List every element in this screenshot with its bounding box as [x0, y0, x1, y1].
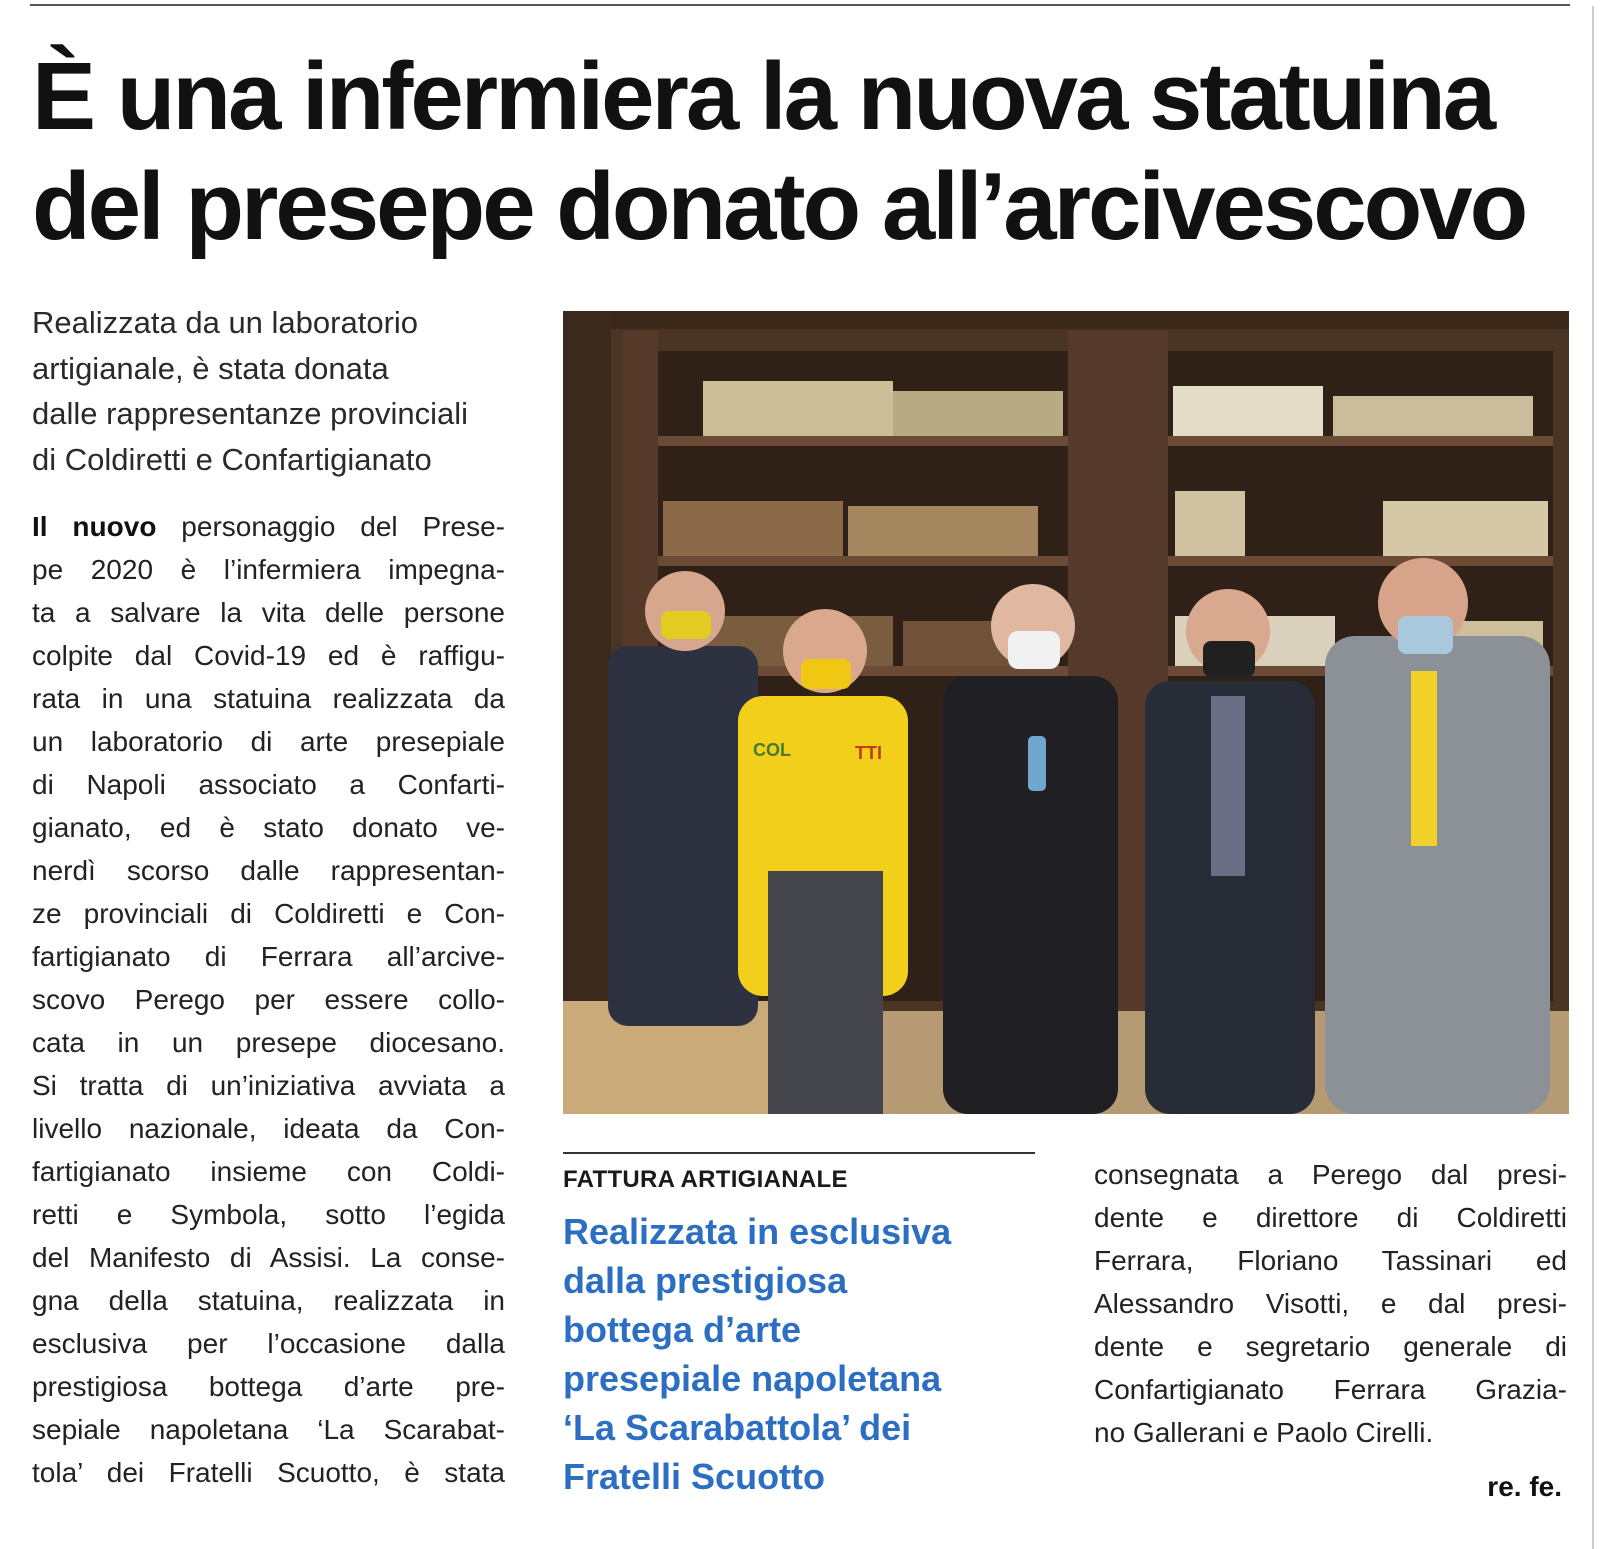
body-line: scovo Perego per essere collo- — [32, 984, 505, 1015]
body-line: Alessandro Visotti, e dal presi- — [1094, 1288, 1567, 1319]
body-line: dente e segretario generale di — [1094, 1331, 1567, 1362]
body-line: ta a salvare la vita delle persone — [32, 597, 505, 628]
body-line: Confartigianato Ferrara Grazia- — [1094, 1374, 1567, 1405]
standfirst — [32, 300, 512, 482]
body-line: fartigianato di Ferrara all’arcive- — [32, 941, 505, 972]
caption-line: ‘La Scarabattola’ dei — [563, 1407, 912, 1448]
caption-line: dalla prestigiosa — [563, 1260, 848, 1301]
body-line: prestigiosa bottega d’arte pre- — [32, 1371, 505, 1402]
body-line: fartigianato insieme con Coldi- — [32, 1156, 505, 1187]
jacket-lettering-left: COL — [753, 740, 791, 760]
body-line: Si tratta di un’iniziativa avviata a — [32, 1070, 505, 1101]
body-line: ze provinciali di Coldiretti e Con- — [32, 898, 505, 929]
standfirst-line: artigianale, è stata donata — [32, 350, 389, 386]
kicker: FATTURA ARTIGIANALE — [563, 1166, 848, 1193]
page-edge — [1592, 6, 1594, 1549]
caption-line: Fratelli Scuotto — [563, 1456, 826, 1497]
caption-line: bottega d’arte — [563, 1309, 802, 1350]
headline — [32, 42, 1577, 262]
caption-rule — [563, 1152, 1035, 1154]
body-line: gianato, ed è stato donato ve- — [32, 812, 505, 843]
body-line: dente e direttore di Coldiretti — [1094, 1202, 1567, 1233]
body-line: un laboratorio di arte presepiale — [32, 726, 505, 757]
article-body — [32, 505, 505, 1494]
body-line — [32, 505, 505, 548]
body-line: rata in una statuina realizzata da — [32, 683, 505, 714]
body-line: colpite dal Covid-19 ed è raffigu- — [32, 640, 505, 671]
body-line: no Gallerani e Paolo Cirelli. — [1094, 1417, 1434, 1448]
headline-line: del presepe donato all’arcivescovo — [32, 153, 1526, 260]
body-line: tola’ dei Fratelli Scuotto, è stata — [32, 1457, 505, 1488]
jacket-lettering-right: TTI — [855, 743, 882, 763]
headline-line: È una infermiera la nuova statuina — [32, 43, 1494, 150]
body-line: di Napoli associato a Confarti- — [32, 769, 505, 800]
body-line: cata in un presepe diocesano. — [32, 1027, 505, 1058]
standfirst-line: dalle rappresentanze provinciali — [32, 396, 468, 431]
author-signature: re. fe. — [1487, 1471, 1562, 1502]
body-line: consegnata a Perego dal presi- — [1094, 1159, 1567, 1190]
body-line: pe 2020 è l’infermiera impegna- — [32, 554, 505, 585]
body-line: livello nazionale, ideata da Con- — [32, 1113, 505, 1144]
standfirst-line: Realizzata da un laboratorio — [32, 305, 419, 340]
caption-line: Realizzata in esclusiva — [563, 1211, 952, 1252]
lead-in: Il nuovo — [32, 511, 157, 542]
news-photo — [563, 311, 1569, 1114]
body-line: del Manifesto di Assisi. La conse- — [32, 1242, 505, 1273]
top-rule — [30, 4, 1570, 6]
caption-line: presepiale napoletana — [563, 1358, 942, 1399]
article-continuation — [1094, 1153, 1567, 1454]
body-line: Ferrara, Floriano Tassinari ed — [1094, 1245, 1567, 1276]
body-line: esclusiva per l’occasione dalla — [32, 1328, 505, 1359]
body-line: sepiale napoletana ‘La Scarabat- — [32, 1414, 505, 1445]
body-line: retti e Symbola, sotto l’egida — [32, 1199, 505, 1230]
body-line: nerdì scorso dalle rappresentan- — [32, 855, 505, 886]
body-line: gna della statuina, realizzata in — [32, 1285, 505, 1316]
body-line-text: personaggio del Prese- — [156, 511, 505, 542]
standfirst-line: di Coldiretti e Confartigianato — [32, 441, 432, 477]
photo-caption — [563, 1207, 1043, 1501]
